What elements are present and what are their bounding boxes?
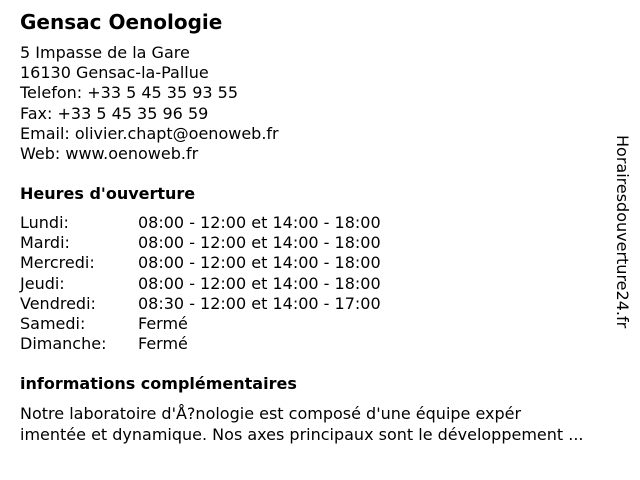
time-value: 08:00 - 12:00 et 14:00 - 18:00 xyxy=(138,253,381,273)
contact-block xyxy=(20,43,279,164)
description-line-2: imentée et dynamique. Nos axes principaux sont le développement ... xyxy=(20,425,584,444)
time-value: 08:00 - 12:00 et 14:00 - 18:00 xyxy=(138,273,381,293)
phone-number: Telefon: +33 5 45 35 93 55 xyxy=(20,83,239,103)
time-value: Fermé xyxy=(138,313,188,333)
time-value: Fermé xyxy=(138,334,188,354)
business-name: Gensac Oenologie xyxy=(20,10,223,34)
address-city: 16130 Gensac-la-Pallue xyxy=(20,63,209,83)
day-label: Vendredi: xyxy=(20,293,96,313)
day-label: Mercredi: xyxy=(20,253,95,273)
opening-hours-heading: Heures d'ouverture xyxy=(20,184,196,203)
additional-info-text xyxy=(20,403,635,445)
day-label: Mardi: xyxy=(20,233,70,253)
fax-number: Fax: +33 5 45 35 96 59 xyxy=(20,103,209,123)
additional-info-heading: informations complémentaires xyxy=(20,374,297,393)
day-label: Lundi: xyxy=(20,213,69,232)
day-label: Samedi: xyxy=(20,313,86,333)
time-value: 08:30 - 12:00 et 14:00 - 17:00 xyxy=(138,293,381,313)
address-street: 5 Impasse de la Gare xyxy=(20,43,190,62)
day-label: Dimanche: xyxy=(20,334,107,354)
website: Web: www.oenoweb.fr xyxy=(20,144,199,164)
description-line-1: Notre laboratoire d'Å?nologie est composé d'une équipe expér xyxy=(20,404,522,423)
time-value: 08:00 - 12:00 et 14:00 - 18:00 xyxy=(138,213,381,232)
time-value: 08:00 - 12:00 et 14:00 - 18:00 xyxy=(138,233,381,253)
email-address: Email: olivier.chapt@oenoweb.fr xyxy=(20,123,279,143)
site-watermark: Horairesdouverture24.fr xyxy=(613,135,632,329)
day-label: Jeudi: xyxy=(20,273,65,293)
